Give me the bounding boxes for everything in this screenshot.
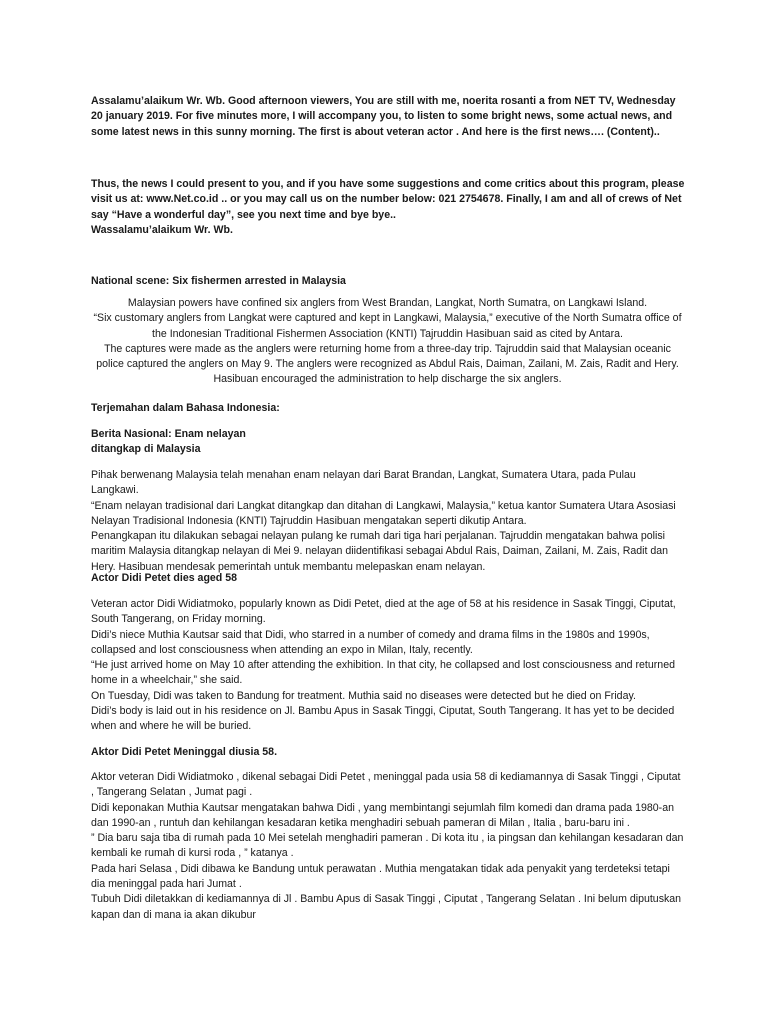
actor-article (91, 597, 684, 735)
aktor-line: Didi keponakan Muthia Kautsar mengatakan bahwa Didi , yang membintangi sejumlah film komedi dan drama pada 1980-an dan 1990-an , runtuh dan kehilangan kesadaran ketika menghadiri sebuah pameran di Milan , Italia , baru-baru ini . (91, 801, 674, 829)
aktor-line: Aktor veteran Didi Widiatmoko , dikenal sebagai Didi Petet , meninggal pada usia 58 di kediamannya di Sasak Tinggi , Ciputat , Tangerang Selatan , Jumat pagi . (91, 771, 681, 799)
national-heading: National scene: Six fishermen arrested in Malaysia (91, 275, 346, 287)
aktor-line: ” Dia baru saja tiba di rumah pada 10 Mei setelah menghadiri pameran . Di kota itu , ia pingsan dan kehilangan kesadaran dan kembali ke rumah di kursi roda , ” katanya . (91, 832, 684, 860)
translation-heading: Terjemahan dalam Bahasa Indonesia: (91, 402, 280, 414)
berita-article (91, 468, 684, 575)
aktor-line: Pada hari Selasa , Didi dibawa ke Bandung untuk perawatan . Muthia mengatakan tidak ada penyakit yang terdeteksi tetapi dia meninggal pada hari Jumat . (91, 862, 670, 891)
berita-line: Pihak berwenang Malaysia telah menahan enam nelayan dari Barat Brandan, Langkat, Sumatera Utara, pada Pulau Langkawi. (91, 469, 636, 497)
berita-title (91, 427, 246, 458)
aktor-article (91, 770, 684, 923)
aktor-heading: Aktor Didi Petet Meninggal diusia 58. (91, 746, 278, 758)
national-line: “Six customary anglers from Langkat were captured and kept in Langkawi, Malaysia,” executive of the North Sumatra office of the Indonesian Traditional Fishermen Association (KNTI) Tajruddin Hasibuan said as cited by Antara. (93, 312, 682, 340)
berita-title-line: Berita Nasional: Enam nelayan (91, 428, 246, 440)
aktor-line: Tubuh Didi diletakkan di kediamannya di Jl . Bambu Apus di Sasak Tinggi , Ciputat , Tangerang Selatan . Ini belum diputuskan kapan dan di mana ia akan dikubur (91, 893, 682, 921)
closing-salutation: Wassalamu’alaikum Wr. Wb. (91, 223, 233, 236)
actor-line: On Tuesday, Didi was taken to Bandung for treatment. Muthia said no diseases were detected but he died on Friday. (91, 689, 636, 702)
intro-text: Assalamu’alaikum Wr. Wb. Good afternoon viewers, You are still with me, noerita rosanti a from NET TV, Wednesday 20 january 2019. For five minutes more, I will accompany you, to listen to some bright news, some actual news, and some latest news in this sunny morning. The first is about veteran actor . And here is the first news…. (Content).. (91, 95, 676, 138)
berita-title-line: ditangkap di Malaysia (91, 443, 201, 456)
berita-line: “Enam nelayan tradisional dari Langkat ditangkap dan ditahan di Langkawi, Malaysia,” ketua kantor Sumatera Utara Asosiasi Nelayan Tradisional Indonesia (KNTI) Tajruddin Hasibuan mengatakan seperti dikutip Antara. (91, 499, 676, 527)
actor-line: Veteran actor Didi Widiatmoko, popularly known as Didi Petet, died at the age of 58 at his residence in Sasak Tinggi, Ciputat, South Tangerang, on Friday morning. (91, 598, 676, 626)
national-line: Malaysian powers have confined six anglers from West Brandan, Langkat, North Sumatra, on Langkawi Island. (127, 297, 648, 309)
berita-line: Penangkapan itu dilakukan sebagai nelayan pulang ke rumah dari tiga hari perjalanan. Tajruddin mengatakan bahwa polisi maritim Malaysia ditangkap nelayan di Mei 9. nelayan diidentifikasi sebagai Abdul Rais, Daiman, Zailani, M. Zais, Radit dan Hery. Hasibuan mendesak pemerintah untuk membantu melepaskan enam nelayan. (91, 530, 669, 573)
national-line: The captures were made as the anglers were returning home from a three-day trip. Tajruddin said that Malaysian oceanic police captured the anglers on May 9. The anglers were recognized as Abdul Rais, Daiman, Zailani, M. Zais, Radit and Hery. Hasibuan encouraged the administration to help discharge the six anglers. (96, 342, 679, 386)
closing-paragraph (91, 177, 688, 238)
actor-line: “He just arrived home on May 10 after attending the exhibition. In that city, he collapsed and lost consciousness and returned home in a wheelchair,” she said. (91, 659, 675, 687)
actor-heading: Actor Didi Petet dies aged 58 (91, 572, 238, 584)
actor-line: Didi’s niece Muthia Kautsar said that Didi, who starred in a number of comedy and drama films in the 1980s and 1990s, collapsed and lost consciousness when attending an expo in Milan, Italy, recently. (91, 628, 650, 656)
closing-text: Thus, the news I could present to you, and if you have some suggestions and come critics about this program, please visit us at: www.Net.co.id .. or you may call us on the number below: 021 2754678. Finally, I am and all of crews of Net say “Have a wonderful day”, see you next time and bye bye.. (91, 178, 685, 221)
national-article (91, 296, 684, 388)
intro-paragraph (91, 94, 688, 140)
actor-line: Didi’s body is laid out in his residence on Jl. Bambu Apus in Sasak Tinggi, Ciputat, South Tangerang. It has yet to be decided when and where he will be buried. (91, 705, 675, 733)
